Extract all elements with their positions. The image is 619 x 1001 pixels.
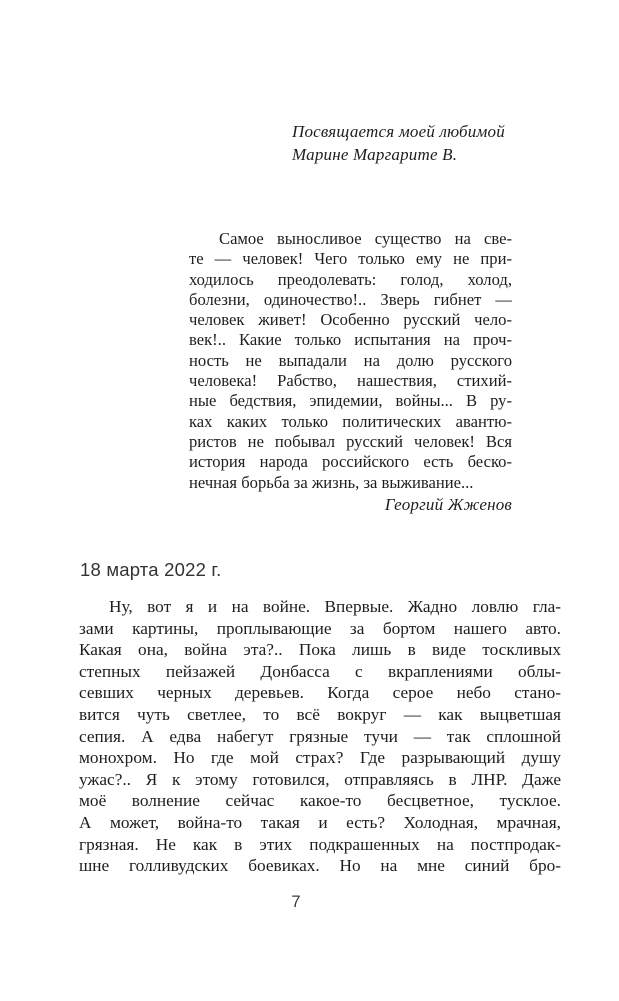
dedication-line: Посвящается моей любимой xyxy=(292,122,505,141)
body-line: вится чуть светлее, то всё вокруг — как выцветшая xyxy=(79,704,561,724)
body-line: Ну, вот я и на войне. Впервые. Жадно ловлю гла- xyxy=(109,597,561,616)
body-line: моё волнение сейчас какое-то бесцветное, тусклое. xyxy=(79,791,561,811)
dedication xyxy=(292,120,505,166)
entry-date: 18 марта 2022 г. xyxy=(80,559,222,580)
body-line: Какая она, война эта?.. Пока лишь в виде тоскливых xyxy=(79,640,561,660)
epigraph-line: век!.. Какие только испытания на проч- xyxy=(189,330,512,350)
epigraph-line: те — человек! Чего только ему не при- xyxy=(189,249,512,269)
epigraph-line: ках каких только политических авантю- xyxy=(189,411,512,431)
epigraph-line: ные бедствия, эпидемии, войны... В ру- xyxy=(189,391,512,411)
epigraph-attribution: Георгий Жженов xyxy=(384,495,512,515)
epigraph-line: история народа российского есть беско- xyxy=(189,452,512,472)
body-line: ужас?.. Я к этому готовился, отправляясь в ЛНР. Даже xyxy=(79,769,561,789)
dedication-line: Марине Маргарите В. xyxy=(292,145,458,164)
epigraph-line: болезни, одиночество!.. Зверь гибнет — xyxy=(189,289,512,309)
body-line: степных пейзажей Донбасса с вкраплениями облы- xyxy=(79,661,561,681)
epigraph xyxy=(189,229,512,516)
body-line: севших черных деревьев. Когда серое небо стано- xyxy=(79,683,561,703)
epigraph-line: нечная борьба за жизнь, за выживание... xyxy=(189,472,474,492)
epigraph-line: человека! Рабство, нашествия, стихий- xyxy=(189,371,512,391)
body-line: грязная. Не как в этих подкрашенных на постпродак- xyxy=(79,834,561,854)
body-line: сепия. А едва набегут грязные тучи — так сплошной xyxy=(79,726,561,746)
body-text xyxy=(79,596,561,877)
body-line: шне голливудских боевиках. Но на мне синий бро- xyxy=(79,856,561,876)
page-number: 7 xyxy=(291,893,301,911)
epigraph-line: ристов не побывал русский человек! Вся xyxy=(189,431,512,451)
epigraph-line: ность не выпадали на долю русского xyxy=(189,350,512,370)
body-line: А может, война-то такая и есть? Холодная, мрачная, xyxy=(79,812,561,832)
epigraph-line: Самое выносливое существо на све- xyxy=(219,229,512,248)
body-line: монохром. Но где мой страх? Где разрывающий душу xyxy=(79,748,561,768)
body-line: зами картины, проплывающие за бортом нашего авто. xyxy=(79,618,561,638)
epigraph-line: человек живет! Особенно русский чело- xyxy=(189,310,512,330)
epigraph-line: ходилось преодолевать: голод, холод, xyxy=(189,269,512,289)
